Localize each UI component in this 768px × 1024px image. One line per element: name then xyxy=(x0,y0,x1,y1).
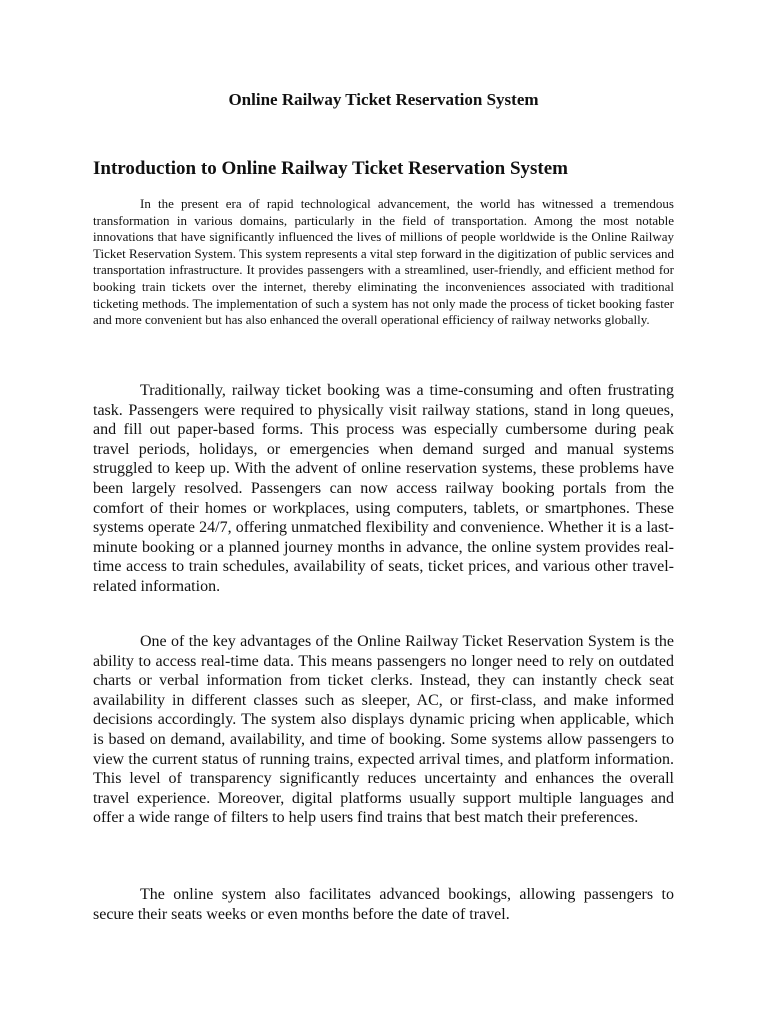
paragraph-traditional-booking: Traditionally, railway ticket booking was a time-consuming and often frustrating task. Passengers were required to physically visit railway stations, stand in long queues, and fill out paper-based forms. This process was especially cumbersome during peak travel periods, holidays, or emergencies when demand surged and manual systems struggled to keep up. With the advent of online reservation systems, these problems have been largely resolved. Passengers can now access railway booking portals from the comfort of their homes or workplaces, using computers, tablets, or smartphones. These systems operate 24/7, offering unmatched flexibility and convenience. Whether it is a last-minute booking or a planned journey months in advance, the online system provides real-time access to train schedules, availability of seats, ticket prices, and various other travel-related information. xyxy=(93,382,674,595)
paragraph-advanced-bookings: The online system also facilitates advanced bookings, allowing passengers to secure their seats weeks or even months before the date of travel. xyxy=(93,886,674,923)
document-title: Online Railway Ticket Reservation System xyxy=(228,90,539,109)
paragraph-real-time-data: One of the key advantages of the Online Railway Ticket Reservation System is the ability to access real-time data. This means passengers no longer need to rely on outdated charts or verbal information from ticket clerks. Instead, they can instantly check seat availability in different classes such as sleeper, AC, or first-class, and make informed decisions accordingly. The system also displays dynamic pricing when applicable, which is based on demand, availability, and time of booking. Some systems allow passengers to view the current status of running trains, expected arrival times, and platform information. This level of transparency significantly reduces uncertainty and enhances the overall travel experience. Moreover, digital platforms usually support multiple languages and offer a wide range of filters to help users find trains that best match their preferences. xyxy=(93,633,674,827)
section-heading: Introduction to Online Railway Ticket Reservation System xyxy=(93,158,569,179)
paragraph-intro: In the present era of rapid technological advancement, the world has witnessed a tremendous transformation in various domains, particularly in the field of transportation. Among the most notable innovations that have significantly influenced the lives of millions of people worldwide is the Online Railway Ticket Reservation System. This system represents a vital step forward in the digitization of public services and transportation infrastructure. It provides passengers with a streamlined, user-friendly, and efficient method for booking train tickets over the internet, thereby eliminating the inconveniences associated with traditional ticketing methods. The implementation of such a system has not only made the process of ticket booking faster and more convenient but has also enhanced the overall operational efficiency of railway networks globally. xyxy=(93,196,674,328)
